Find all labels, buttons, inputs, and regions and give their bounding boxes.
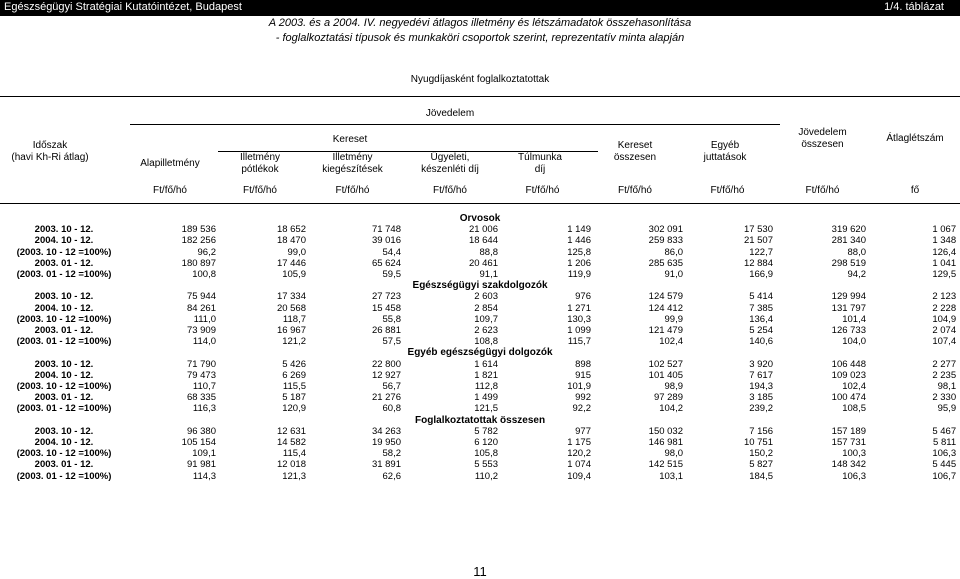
table-cell: 129 994	[831, 291, 866, 303]
col-ugyeleti-line1: Ügyeleti,	[430, 152, 470, 163]
table-cell: 88,0	[847, 246, 866, 258]
table-cell: 18 652	[276, 224, 306, 236]
unit-atlaglet: fő	[910, 185, 920, 196]
table-cell: 915	[575, 369, 591, 381]
table-cell: 68 335	[186, 392, 216, 404]
table-number: 1/4. táblázat	[884, 1, 944, 13]
table-cell: 18 644	[468, 235, 498, 247]
table-cell: 146 981	[648, 437, 683, 449]
col-tulmunka	[495, 152, 585, 176]
row-period-label: 2003. 10 - 12.	[34, 425, 94, 437]
row-period-label: 2004. 10 - 12.	[34, 235, 94, 247]
table-title-line1: A 2003. és a 2004. IV. negyedévi átlagos illetmény és létszámadatok összehasonlítása	[268, 17, 692, 29]
table-row	[0, 471, 960, 482]
col-atlaglet: Átlaglétszám	[886, 133, 944, 144]
row-period-label: 2003. 01 - 12.	[34, 257, 94, 269]
section-header-row	[0, 280, 960, 291]
table-cell: 1 175	[567, 437, 591, 449]
table-cell: 126,4	[932, 246, 957, 258]
table-row	[0, 381, 960, 392]
table-cell: 259 833	[648, 235, 683, 247]
table-cell: 120,9	[282, 403, 306, 415]
unit-tulmunka: Ft/fő/hó	[525, 185, 560, 196]
table-title-line2: - foglalkoztatási típusok és munkaköri csoportok szerint, reprezentatív minta alapján	[275, 32, 685, 44]
table-row	[0, 437, 960, 448]
table-cell: 16 967	[276, 325, 306, 337]
table-cell: 7 617	[749, 369, 773, 381]
data-table	[0, 213, 960, 482]
col-illetmeny-kieg-line2: kiegészítések	[322, 164, 383, 175]
table-cell: 150,2	[749, 448, 773, 460]
row-period-label: (2003. 01 - 12 =100%)	[16, 403, 112, 415]
table-row	[0, 247, 960, 258]
table-cell: 120,2	[567, 448, 591, 460]
table-cell: 129,5	[932, 269, 957, 281]
col-group-kereset: Kereset	[332, 134, 368, 145]
table-cell: 75 944	[186, 291, 216, 303]
table-cell: 1 821	[474, 369, 498, 381]
table-cell: 71 790	[186, 358, 216, 370]
row-period-label: (2003. 10 - 12 =100%)	[16, 381, 112, 393]
table-cell: 3 185	[749, 392, 773, 404]
table-cell: 104,0	[842, 336, 866, 348]
col-ugyeleti	[395, 152, 505, 176]
table-row	[0, 224, 960, 235]
table-cell: 119,9	[567, 269, 591, 281]
table-cell: 21 507	[743, 235, 773, 247]
table-cell: 98,1	[937, 381, 957, 393]
row-period-label: 2003. 10 - 12.	[34, 224, 94, 236]
table-cell: 114,3	[192, 470, 216, 482]
table-cell: 302 091	[648, 224, 683, 236]
table-cell: 107,4	[932, 336, 957, 348]
table-cell: 88,8	[479, 246, 498, 258]
table-row	[0, 403, 960, 414]
table-cell: 86,0	[664, 246, 683, 258]
table-cell: 5 467	[932, 425, 957, 437]
table-cell: 12 631	[276, 425, 306, 437]
table-cell: 20 461	[468, 257, 498, 269]
table-cell: 2 277	[932, 358, 957, 370]
table-cell: 166,9	[749, 269, 773, 281]
table-cell: 976	[575, 291, 591, 303]
unit-kereset-osszesen: Ft/fő/hó	[618, 185, 652, 196]
table-cell: 106,3	[932, 448, 957, 460]
table-cell: 2 228	[932, 302, 957, 314]
table-cell: 7 385	[749, 302, 773, 314]
table-cell: 100 474	[831, 392, 866, 404]
table-cell: 104,9	[932, 313, 957, 325]
table-row	[0, 448, 960, 459]
table-cell: 12 018	[276, 459, 306, 471]
unit-jovedelem-osszesen: Ft/fő/hó	[805, 185, 840, 196]
col-illetmeny-potlekok	[215, 152, 305, 176]
table-row	[0, 258, 960, 269]
col-kereset-osszesen-line1: Kereset	[617, 140, 653, 151]
table-cell: 54,4	[382, 246, 401, 258]
page-number: 11	[473, 564, 487, 579]
table-cell: 2 123	[932, 291, 957, 303]
col-alapilletmeny: Alapilletmény	[140, 158, 200, 169]
table-row	[0, 303, 960, 314]
table-cell: 22 800	[371, 358, 401, 370]
row-period-label: 2003. 01 - 12.	[34, 459, 94, 471]
table-cell: 73 909	[186, 325, 216, 337]
unit-alapilletmeny: Ft/fő/hó	[153, 185, 187, 196]
table-cell: 121 479	[648, 325, 683, 337]
table-cell: 148 342	[831, 459, 866, 471]
table-cell: 1 614	[474, 358, 498, 370]
table-cell: 189 536	[181, 224, 216, 236]
row-period-label: (2003. 01 - 12 =100%)	[16, 269, 112, 281]
row-period-label: (2003. 10 - 12 =100%)	[16, 448, 112, 460]
table-cell: 98,9	[664, 381, 683, 393]
table-cell: 5 254	[749, 325, 773, 337]
table-cell: 104,2	[659, 403, 683, 415]
table-cell: 122,7	[749, 246, 773, 258]
table-cell: 1 149	[567, 224, 591, 236]
table-cell: 106,7	[932, 470, 957, 482]
header-top-rule	[0, 96, 960, 97]
table-cell: 111,0	[193, 313, 216, 325]
row-period-label: 2003. 10 - 12.	[34, 358, 94, 370]
table-row	[0, 370, 960, 381]
table-cell: 1 206	[567, 257, 591, 269]
section-header-row	[0, 213, 960, 224]
table-cell: 1 446	[567, 235, 591, 247]
table-cell: 150 032	[648, 425, 683, 437]
table-cell: 19 950	[371, 437, 401, 449]
table-cell: 96 380	[186, 425, 216, 437]
table-cell: 194,3	[749, 381, 773, 393]
row-period-label: (2003. 01 - 12 =100%)	[16, 470, 112, 482]
table-cell: 17 530	[743, 224, 773, 236]
table-cell: 17 334	[276, 291, 306, 303]
table-cell: 10 751	[743, 437, 773, 449]
table-row	[0, 359, 960, 370]
col-jovedelem-osszesen-line1: Jövedelem	[798, 127, 847, 138]
row-period-label: 2003. 01 - 12.	[34, 325, 94, 337]
table-cell: 96,2	[197, 246, 216, 258]
section-title: Egészségügyi szakdolgozók	[412, 280, 548, 292]
table-cell: 6 120	[474, 437, 498, 449]
table-cell: 5 782	[474, 425, 498, 437]
table-cell: 182 256	[181, 235, 216, 247]
col-tulmunka-line2: díj	[534, 164, 546, 175]
table-cell: 1 271	[567, 302, 591, 314]
table-cell: 2 603	[474, 291, 498, 303]
col-kereset-osszesen	[590, 140, 680, 164]
table-cell: 131 797	[831, 302, 866, 314]
table-cell: 121,3	[282, 470, 306, 482]
table-cell: 5 187	[282, 392, 306, 404]
col-kereset-osszesen-line2: összesen	[613, 152, 657, 163]
table-cell: 112,8	[474, 381, 498, 393]
row-period-label: 2004. 10 - 12.	[34, 369, 94, 381]
table-cell: 39 016	[371, 235, 401, 247]
table-row	[0, 269, 960, 280]
col-jovedelem-osszesen	[775, 127, 870, 151]
table-cell: 157 189	[831, 425, 866, 437]
table-cell: 125,8	[567, 246, 591, 258]
institute-name: Egészségügyi Stratégiai Kutatóintézet, Budapest	[4, 1, 242, 13]
table-cell: 142 515	[648, 459, 683, 471]
table-cell: 101 405	[648, 369, 683, 381]
unit-egyeb: Ft/fő/hó	[710, 185, 745, 196]
table-cell: 34 263	[371, 425, 401, 437]
table-cell: 110,2	[474, 470, 498, 482]
table-cell: 98,0	[664, 448, 683, 460]
table-cell: 100,8	[192, 269, 216, 281]
row-period-label: (2003. 10 - 12 =100%)	[16, 246, 112, 258]
table-cell: 18 470	[276, 235, 306, 247]
table-cell: 7 156	[749, 425, 773, 437]
section-title: Egyéb egészségügyi dolgozók	[407, 347, 553, 359]
table-cell: 6 269	[282, 369, 306, 381]
table-cell: 12 884	[743, 257, 773, 269]
section-title: Orvosok	[459, 213, 501, 224]
col-idoszak-line1: Időszak	[32, 140, 68, 151]
table-cell: 14 582	[276, 437, 306, 449]
row-period-label: (2003. 10 - 12 =100%)	[16, 313, 112, 325]
table-row	[0, 392, 960, 403]
col-egyeb-line2: juttatások	[703, 152, 747, 163]
table-cell: 184,5	[749, 470, 773, 482]
table-cell: 1 067	[932, 224, 957, 236]
table-cell: 21 276	[371, 392, 401, 404]
row-period-label: 2003. 10 - 12.	[34, 291, 94, 303]
table-cell: 103,1	[659, 470, 683, 482]
table-cell: 84 261	[186, 302, 216, 314]
table-cell: 109 023	[831, 369, 866, 381]
table-cell: 2 074	[932, 325, 957, 337]
table-cell: 116,3	[192, 403, 216, 415]
table-cell: 118,7	[282, 313, 306, 325]
table-cell: 97 289	[653, 392, 683, 404]
table-cell: 108,5	[842, 403, 866, 415]
table-cell: 115,5	[282, 381, 306, 393]
table-cell: 1 348	[932, 235, 957, 247]
table-cell: 94,2	[847, 269, 866, 281]
col-illetmeny-kiegeszitesek	[300, 152, 405, 176]
table-subtitle: Nyugdíjasként foglalkoztatottak	[410, 74, 550, 85]
table-cell: 31 891	[371, 459, 401, 471]
table-row	[0, 426, 960, 437]
table-cell: 898	[575, 358, 591, 370]
jovedelem-span-rule	[130, 124, 780, 125]
table-cell: 109,4	[567, 470, 591, 482]
table-cell: 1 099	[567, 325, 591, 337]
table-cell: 20 568	[276, 302, 306, 314]
table-cell: 106,3	[842, 470, 866, 482]
table-cell: 17 446	[276, 257, 306, 269]
table-cell: 239,2	[749, 403, 773, 415]
col-group-jovedelem: Jövedelem	[425, 108, 475, 119]
table-cell: 124 579	[648, 291, 683, 303]
table-cell: 1 041	[932, 257, 957, 269]
table-cell: 281 340	[831, 235, 866, 247]
table-cell: 109,1	[192, 448, 216, 460]
table-cell: 121,2	[282, 336, 306, 348]
col-ugyeleti-line2: készenléti díj	[421, 164, 479, 175]
table-cell: 27 723	[371, 291, 401, 303]
table-cell: 298 519	[831, 257, 866, 269]
table-cell: 102,4	[659, 336, 683, 348]
row-period-label: (2003. 01 - 12 =100%)	[16, 336, 112, 348]
table-cell: 21 006	[468, 224, 498, 236]
table-row	[0, 235, 960, 246]
table-cell: 12 927	[371, 369, 401, 381]
table-cell: 105,9	[282, 269, 306, 281]
table-row	[0, 336, 960, 347]
table-cell: 15 458	[371, 302, 401, 314]
table-cell: 109,7	[474, 313, 498, 325]
table-cell: 5 827	[749, 459, 773, 471]
table-cell: 106 448	[831, 358, 866, 370]
table-cell: 60,8	[382, 403, 401, 415]
table-cell: 71 748	[371, 224, 401, 236]
table-cell: 102,4	[842, 381, 866, 393]
table-cell: 5 414	[749, 291, 773, 303]
table-cell: 99,9	[664, 313, 683, 325]
table-cell: 121,5	[474, 403, 498, 415]
table-cell: 59,5	[382, 269, 401, 281]
document-header-bar	[0, 0, 960, 16]
table-cell: 92,2	[572, 403, 591, 415]
table-cell: 319 620	[831, 224, 866, 236]
table-cell: 102 527	[648, 358, 683, 370]
table-cell: 55,8	[382, 313, 401, 325]
table-cell: 65 624	[371, 257, 401, 269]
col-illetmeny-kieg-line1: Illetmény	[332, 152, 373, 163]
table-cell: 115,7	[567, 336, 591, 348]
table-cell: 5 811	[933, 437, 957, 449]
table-row	[0, 314, 960, 325]
table-cell: 992	[575, 392, 591, 404]
table-cell: 126 733	[831, 325, 866, 337]
table-cell: 115,4	[282, 448, 306, 460]
table-cell: 2 623	[474, 325, 498, 337]
table-cell: 157 731	[831, 437, 866, 449]
table-cell: 62,6	[382, 470, 401, 482]
table-cell: 108,8	[474, 336, 498, 348]
table-cell: 95,9	[937, 403, 957, 415]
header-bottom-rule	[0, 203, 960, 204]
table-cell: 101,9	[567, 381, 591, 393]
col-jovedelem-osszesen-line2: összesen	[801, 139, 844, 150]
table-cell: 56,7	[382, 381, 401, 393]
table-cell: 977	[575, 425, 591, 437]
table-cell: 2 330	[932, 392, 957, 404]
table-cell: 101,4	[842, 313, 866, 325]
table-cell: 1 499	[474, 392, 498, 404]
col-idoszak-line2: (havi Kh-Ri átlag)	[11, 152, 89, 163]
row-period-label: 2003. 01 - 12.	[34, 392, 94, 404]
table-cell: 114,0	[192, 336, 216, 348]
table-cell: 130,3	[567, 313, 591, 325]
row-period-label: 2004. 10 - 12.	[34, 437, 94, 449]
table-cell: 91,1	[479, 269, 498, 281]
table-cell: 99,0	[287, 246, 306, 258]
table-cell: 58,2	[382, 448, 401, 460]
unit-kiegeszitesek: Ft/fő/hó	[335, 185, 370, 196]
table-row	[0, 291, 960, 302]
table-row	[0, 325, 960, 336]
section-title: Foglalkoztatottak összesen	[415, 414, 546, 426]
unit-potlekok: Ft/fő/hó	[243, 185, 277, 196]
table-cell: 57,5	[382, 336, 401, 348]
table-row	[0, 459, 960, 470]
table-cell: 140,6	[749, 336, 773, 348]
table-cell: 5 445	[932, 459, 957, 471]
unit-ugyeleti: Ft/fő/hó	[433, 185, 467, 196]
table-cell: 110,7	[192, 381, 216, 393]
col-illetmeny-potlekok-line2: pótlékok	[241, 164, 279, 175]
table-cell: 2 235	[932, 369, 957, 381]
col-tulmunka-line1: Túlmunka	[518, 152, 562, 163]
table-cell: 100,3	[842, 448, 866, 460]
table-cell: 79 473	[186, 369, 216, 381]
col-egyeb-juttatasok	[680, 140, 770, 164]
col-illetmeny-potlekok-line1: Illetmény	[239, 152, 280, 163]
table-cell: 105,8	[474, 448, 498, 460]
table-cell: 124 412	[648, 302, 683, 314]
table-cell: 136,4	[749, 313, 773, 325]
table-cell: 91 981	[186, 459, 216, 471]
table-cell: 3 920	[749, 358, 773, 370]
section-header-row	[0, 347, 960, 358]
table-cell: 5 553	[474, 459, 498, 471]
table-cell: 91,0	[664, 269, 683, 281]
table-cell: 285 635	[648, 257, 683, 269]
table-cell: 1 074	[567, 459, 591, 471]
col-idoszak	[0, 140, 100, 164]
row-period-label: 2004. 10 - 12.	[34, 302, 94, 314]
section-header-row	[0, 415, 960, 426]
table-cell: 2 854	[474, 302, 498, 314]
table-cell: 26 881	[371, 325, 401, 337]
table-cell: 5 426	[282, 358, 306, 370]
table-cell: 180 897	[181, 257, 216, 269]
table-cell: 105 154	[181, 437, 216, 449]
col-egyeb-line1: Egyéb	[710, 140, 740, 151]
